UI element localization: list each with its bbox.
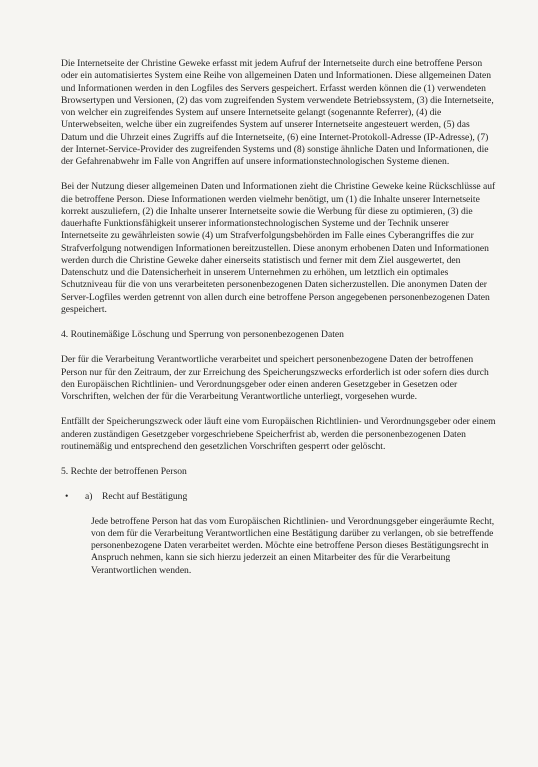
section-4-paragraph-1: Der für die Verarbeitung Verantwortliche verarbeitet und speichert personenbezogene Daten der betroffenen Person nur für den Zeitraum, der zur Erreichung des Speicherungszwecks erforderlich ist oder sofern dies durch den Europäischen Richtlinien- und Verordnungsgeber oder einen anderen Gesetzgeber in Gesetzen oder Vorschriften, welchen der für die Verarbeitung Verantwortliche unterliegt, vorgesehen wurde.	[61, 354, 489, 402]
paragraph-data-usage: Bei der Nutzung dieser allgemeinen Daten und Informationen zieht die Christine Geweke keine Rückschlüsse auf die betroffene Person. Diese Informationen werden vielmehr benötigt, um (1) die Inhalte unserer Internetseite korrekt auszuliefern, (2) die Inhalte unserer Internetseite sowie die Werbung für diese zu optimieren, (3) die dauerhafte Funktionsfähigkeit unserer informationstechnologischen Systeme und der Technik unserer Internetseite zu gewährleisten sowie (4) um Strafverfolgungsbehörden im Falle eines Cyberangriffes die zur Strafverfolgung notwendigen Informationen bereitzustellen. Diese anonym erhobenen Daten und Informationen werden durch die Christine Geweke daher einerseits statistisch und ferner mit dem Ziel ausgewertet, den Datenschutz und die Datensicherheit in unserem Unternehmen zu erhöhen, um letztlich ein optimales Schutzniveau für die von uns verarbeiteten personenbezogenen Daten sicherzustellen. Die anonymen Daten der Server-Logfiles werden getrennt von allen durch eine betroffene Person angegebenen personenbezogenen Daten gespeichert.	[61, 181, 496, 315]
item-a-header	[61, 491, 498, 503]
section-4-paragraph-2: Entfällt der Speicherungszweck oder läuft eine vom Europäischen Richtlinien- und Verordnungsgeber oder einem anderen zuständigen Gesetzgeber vorgeschriebene Speicherfrist ab, werden die personenbezogenen Daten routinemäßig und entsprechend den gesetzlichen Vorschriften gesperrt oder gelöscht.	[61, 416, 496, 452]
section-5-heading: 5. Rechte der betroffenen Person	[61, 466, 187, 477]
item-a-label: a)	[85, 491, 93, 503]
item-a-text: Jede betroffene Person hat das vom Europäischen Richtlinien- und Verordnungsgeber eingeräumte Recht, von dem für die Verarbeitung Verantwortlichen eine Bestätigung darüber zu verlangen, ob sie betreffende personenbezogene Daten verarbeitet werden. Möchte eine betroffene Person dieses Bestätigungsrecht in Anspruch nehmen, kann sie sich hierzu jederzeit an einen Mitarbeiter des für die Verarbeitung Verantwortlichen wenden.	[91, 515, 495, 576]
bullet-icon: •	[65, 491, 69, 503]
item-a-title: Recht auf Bestätigung	[102, 491, 188, 503]
paragraph-logfiles: Die Internetseite der Christine Geweke erfasst mit jedem Aufruf der Internetseite durch eine betroffene Person oder ein automatisiertes System eine Reihe von allgemeinen Daten und Informationen. Diese allgemeinen Daten und Informationen werden in den Logfiles des Servers gespeichert. Erfasst werden können die (1) verwendeten Browsertypen und Versionen, (2) das vom zugreifenden System verwendete Betriebssystem, (3) die Internetseite, von welcher ein zugreifendes System auf unsere Internetseite gelangt (sogenannte Referrer), (4) die Unterwebseiten, welche über ein zugreifendes System auf unserer Internetseite angesteuert werden, (5) das Datum und die Uhrzeit eines Zugriffs auf die Internetseite, (6) eine Internet-Protokoll-Adresse (IP-Adresse), (7) der Internet-Service-Provider des zugreifenden Systems und (8) sonstige ähnliche Daten und Informationen, die der Gefahrenabwehr im Falle von Angriffen auf unsere informationstechnologischen Systeme dienen.	[61, 58, 494, 167]
section-4-heading: 4. Routinemäßige Löschung und Sperrung von personenbezogenen Daten	[61, 329, 344, 340]
